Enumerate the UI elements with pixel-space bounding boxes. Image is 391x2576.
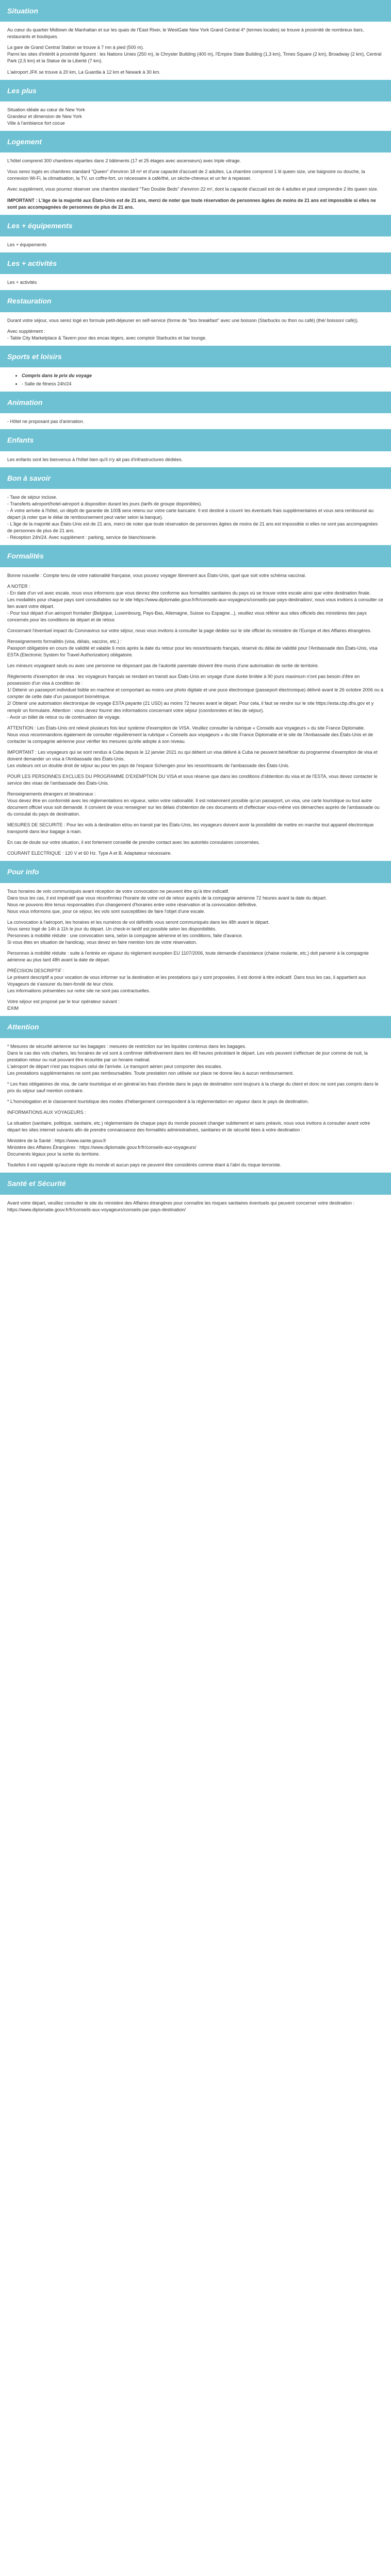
section-heading: Les + équipements (0, 215, 391, 236)
page (0, 0, 391, 1223)
section-heading: Les plus (0, 80, 391, 101)
paragraph: La situation (sanitaire, politique, sanitaire, etc.) réglementaire de chaque pays du monde pouvant changer subitement et sans préavis, nous vous invitons à consulter avant votre départ les sites internet suivants afin de prendre connaissance des formalités administratives, sanitaires et de sécurité liées à votre destination : (7, 1121, 371, 1133)
paragraph: - Hôtel ne proposant pas d'animation. (7, 419, 85, 425)
section-heading: Sports et loisirs (0, 346, 391, 367)
paragraph: Tous horaires de vols communiqués avant réception de votre convocation ne peuvent être qu'à titre indicatif. Dans tous les cas, il est impératif que vous réconfirmiez l'horaire de votre vol de retour auprès de la compagnie aérienne 72 heures avant la date du départ. Nous ne pouvons être tenus responsables d'un changement d'horaires entre votre réservation et la convocation définitive. Nous vous informons que, pour ce séjour, les vols sont susceptibles de faire l'objet d'une escale. (7, 888, 327, 914)
section-body (0, 27, 391, 75)
section-heading: Restauration (0, 290, 391, 312)
section-body (0, 1200, 391, 1213)
section-body (0, 456, 391, 463)
section-les-quipements (0, 215, 391, 248)
footer-note: COURANT ELECTRIQUE : 120 V et 60 Hz. Type A et B. Adaptateur nécessaire. (7, 851, 172, 856)
list (7, 372, 384, 387)
paragraph: Règlements d'exemption de visa : les voyageurs français se rendant en transit aux États-Unis en voyage d'une durée limitée à 90 jours maximum n'ont pas besoin d'être en possession d'un visa à condition de : 1/ Détenir un passeport individuel lisible en machine et comportant au moins une photo digitale et une puce électronique (passeport électronique) délivré avant le 26 octobre 2006 ou à compter de cette date d'un passeport biométrique. 2/ Obtenir une autorisation électronique de voyage ESTA payante (21 USD) au moins 72 heures avant le départ. Pour cela, il faut se rendre sur le site https://esta.cbp.dhs.gov et y remplir un formulaire. Attention : vous devez fournir des informations concernant votre séjour (coordonnées et lieu de séjour). - Avoir un billet de retour ou de continuation de voyage. (7, 674, 383, 720)
paragraph: Renseignements formalités (visa, délais, vaccins, etc.) : Passport obligatoire en cours de validité et valable 6 mois après la date du retour pour les ressortissants français, réservé du délai de validité pour l'Ambassade des États-Unis, visa ESTA (Electronic System for Travel Authorization) obligatoire. (7, 639, 378, 658)
section-sant-et-s-curit- (0, 1173, 391, 1213)
section-logement (0, 131, 391, 211)
paragraph: Avec supplément, vous pourrez réserver une chambre standard "Two Double Beds" d'environ 22 m², dont la capacité d'accueil est de 4 adultes et peut comprendre 2 lits queen size. (7, 187, 379, 192)
section-body (0, 107, 391, 127)
section-heading: Animation (0, 392, 391, 413)
section-body (0, 418, 391, 425)
paragraph: Bonne nouvelle : Compte tenu de votre nationalité française, vous pouvez voyager librement aux États-Unis, quel que soit votre schéma vaccinal. (7, 572, 306, 578)
section-attention (0, 1016, 391, 1168)
list-item: • Compris dans le prix du voyage (22, 372, 384, 379)
paragraph: Durant votre séjour, vous serez logé en formule petit-déjeuner en self-service (forme de "box breakfast" avec une boisson (Starbucks ou thon ou café) (thé/ boisson/ café)). (7, 317, 359, 323)
paragraph: Avec supplément : - Table City Marketplace & Tavern pour des encas légers, avec comptoir Starbucks et bar lounge. (7, 328, 207, 341)
section-enfants (0, 429, 391, 463)
paragraph: - Taxe de séjour incluse. - Transferts aéroport/hotel-aéroport à disposition durant les jours (tarifs de groupe disponibles). - À votre arrivée à l'hôtel, un dépôt de garantie de 100$ sera retenu sur votre carte bancaire. Il est destiné à couvrir les éventuels frais supplémentaires et vous sera remboursé au départ (à noter que le délai de remboursement peut varier selon la banque). - L'âge de la majorité aux États-Unis est de 21 ans, merci de noter que toute réservation de personnes âgées de moins de 21 ans est impossible si elles ne sont pas accompagnées de personnes de plus de 21 ans. - Réception 24h/24. Avec supplément : parking, service de blanchisserie. (7, 495, 378, 540)
section-formalit-s (0, 545, 391, 857)
section-body (0, 494, 391, 541)
paragraph: * L'homologation et le classement touristique des modes d'hébergement correspondent à la réglementation en vigueur dans le pays de destination. (7, 1099, 309, 1105)
section-heading: Bon à savoir (0, 467, 391, 489)
paragraph: PRÉCISION DESCRIPTIF : Le présent descriptif a pour vocation de vous informer sur la destination et les prestations qui y sont proposées. Il est donné à titre indicatif. Dans tous les cas, il appartient aux Voyageurs de s'assurer du bien-fondé de leur choix. Les informations présentées sur notre site ne sont pas contractuelles. (7, 968, 366, 994)
section-heading: Attention (0, 1016, 391, 1038)
section-body (0, 372, 391, 387)
paragraph: * Les frais obligatoires de visa, de carte touristique et en général les frais d'entrée dans le pays de destination sont toujours à la charge du client et donc ne sont pas compris dans le prix du séjour sauf mention contraire. (7, 1081, 380, 1093)
section-sports-et-loisirs (0, 346, 391, 387)
paragraph: Toutefois il est rappelé qu'aucune règle du monde et aucun pays ne peuvent être considérés comme étant à l'abri du risque terroriste. (7, 1162, 282, 1168)
section-heading: Pour info (0, 861, 391, 883)
section-body (0, 888, 391, 1012)
section-bon-savoir (0, 467, 391, 541)
section-animation (0, 392, 391, 425)
section-heading: Formalités (0, 545, 391, 567)
section-body (0, 279, 391, 286)
paragraph: L'hôtel comprend 300 chambres réparties dans 2 bâtiments (17 et 25 étages avec ascenseurs) avec triple vitrage. (7, 158, 241, 164)
paragraph: La convocation à l'aéroport, les horaires et les numéros de vol définitifs vous seront communiqués dans les 48h avant le départ. Vous serez logé de 14h à 11h le jour du départ. Un check-in tardif est possible selon les disponibilités. Personnes à mobilité réduite : une convocation sera, selon la compagnie aérienne et les conditions, faite d'avance. Si vous êtes en situation de handicap, vous devez en faire mention lors de votre réservation. (7, 919, 270, 945)
paragraph: Renseignements étrangers et binationaux : Vous devez être en conformité avec les réglementations en vigueur, selon votre nationalité. Il est notamment possible qu'un passeport, un visa, une carte touristique ou tout autre document officiel vous soit demandé. Il convient de vous renseigner sur les délais d'obtention de ces documents et d'effectuer vous-même vos démarches auprès de l'ambassade ou du consulat du pays de destination. (7, 791, 380, 817)
paragraph: A NOTER : - En date d'un vol avec escale, nous vous informons que vous devrez être conforme aux formalités sanitaires du pays où se trouve votre escale ainsi que votre destination finale. Les modalités pour chaque pays sont consultables sur le site https://www.diplomatie.gouv.fr/fr/conseils-aux-voyageurs/conseils-par-pays-destination/, nous vous invitons à consulter ce lien avant votre départ. - Pour tout départ d'un aéroport frontalier (Belgique, Luxembourg, Pays-Bas, Allemagne, Suisse ou Espagne...), veuillez vous référer aux sites officiels des ministères des pays concernés pour les conditions de départ et de retour. (7, 583, 383, 622)
paragraph: Votre séjour est proposé par le tour opérateur suivant : EXIM (7, 999, 120, 1011)
section-heading: Santé et Sécurité (0, 1173, 391, 1194)
section-les-activit-s (0, 252, 391, 286)
paragraph: La gare de Grand Central Station se trouve à 7 mn à pied (500 m). Parmi les sites d'intérêt à proximité figurent : les Nations Unies (250 m), le Chrysler Building (400 m), l'Empire State Building (1,3 km), Times Square (2 km), Broadway (2 km), Central Park (2,5 km) et la Statue de la Liberté (7 km). (7, 45, 382, 64)
section-heading: Logement (0, 131, 391, 152)
section-body (0, 572, 391, 857)
paragraph: INFORMATIONS AUX VOYAGEURS : (7, 1110, 86, 1115)
important-note: IMPORTANT : L'âge de la majorité aux États-Unis est de 21 ans, merci de noter que toute réservation de personnes âgées de moins de 21 ans est impossible si elles ne sont pas accompagnées de personnes de plus de 21 ans. (7, 197, 378, 210)
paragraph: Ministère de la Santé : https://www.sante.gouv.fr Ministère des Affaires Étrangères : https://www.diplomatie.gouv.fr/fr/conseils-aux-voyageurs/ Documents légaux pour la sortie du territoire. (7, 1138, 197, 1157)
paragraph: Au cœur du quartier Midtown de Manhattan et sur les quais de l'East River, le WestGate New York Grand Central 4* (termes locales) se trouve à proximité de nombreux bars, restaurants et boutiques. (7, 27, 365, 40)
paragraph: Les + équipements (7, 242, 47, 247)
paragraph: Les enfants sont les bienvenus à l'hôtel bien qu'il n'y ait pas d'infrastructures dédiées. (7, 456, 183, 462)
paragraph: * Mesures de sécurité aérienne sur les bagages : mesures de restriction sur les liquides contenus dans les bagages. Dans le cas des vols charters, les horaires de vol sont à confirmer définitivement dans les 48 heures précédant le départ. Les vols peuvent s'effectuer de jour comme de nuit, la prestation retour ou nuit pouvant être écourtée par un horaire matinal. L'aéroport de départ n'est pas toujours celui de l'arrivée. Le transport aérien peut comporter des escales. Les prestations supplémentaires ne sont pas remboursables. Toute prestation non utilisée sur place ne donne lieu à aucun remboursement. (7, 1043, 368, 1076)
section-heading: Situation (0, 0, 391, 22)
paragraph: IMPORTANT : Les voyageurs qui se sont rendus à Cuba depuis le 12 janvier 2021 ou qui détient un visa délivré à Cuba ne peuvent bénéficier du programme d'exemption de visa et doivent demander un visa à l'Ambassade des États-Unis. Les visiteurs ont un double droit de séjour au pour les pays de l'espace Schengen pour les ressortissants de l'ambassade des États-Unis. (7, 749, 378, 768)
paragraph: Vous serez logés en chambres standard "Queen" d'environ 18 m² et d'une capacité d'accueil de 2 adultes. La chambre comprend 1 lit queen size, une baignoire ou douche, la connexion Wi-Fi, la climatisation, la TV, un coffre-fort, un nécessaire à café/thé, un sèche-cheveux et un fer à repasser. (7, 169, 366, 181)
section-body (0, 317, 391, 342)
paragraph: POUR LES PERSONNES EXCLUES DU PROGRAMME D'EXEMPTION DU VISA et sous réserve que dans les conditions d'obtention du visa et de l'ESTA, vous devez contacter le service des visas de l'ambassade des États-Unis. (7, 773, 379, 786)
section-body (0, 242, 391, 248)
paragraph: MESURES DE SECURITE : Pour les vols à destination et/ou en transit par les États-Unis, les voyageurs doivent avoir la possibilité de mettre en marche tout appareil électronique transporté dans leur bagage à main. (7, 822, 375, 835)
paragraph: Les + activités (7, 280, 37, 285)
paragraph: Situation idéale au cœur de New York Grandeur et dimension de New York Ville à l'ambiance fort cocue (7, 107, 85, 126)
section-body (0, 1043, 391, 1169)
list-item: • - Salle de fitness 24h/24 (22, 381, 384, 387)
paragraph: Avant votre départ, veuillez consulter le site du ministère des Affaires étrangères pour connaître les risques sanitaires éventuels qui peuvent concerner votre destination : https://www.diplomatie.gouv.fr/fr/conseils-aux-voyageurs/conseils-par-pays-destination/ (7, 1200, 356, 1212)
section-heading: Les + activités (0, 252, 391, 274)
paragraph: Concernant l'éventuel impact du Coronavirus sur votre séjour, nous vous invitons à consulter la page dédiée sur le site officiel du ministère de l'Europe et des Affaires étrangères. (7, 628, 371, 634)
section-body (0, 158, 391, 210)
paragraph: ATTENTION : Les États-Unis ont relevé plusieurs fois leur système d'exemption de VISA. Veuillez consulter la rubrique « Conseils aux voyageurs » du site France Diplomatie. Nous vous recommandons également de consulter régulièrement la rubrique « Conseils aux voyageurs » du site France Diplomatie et le site de l'Ambassade des États-Unis et de contacter la compagnie aérienne pour vérifier les mesures qu'elle adopte à son niveau. (7, 725, 373, 744)
paragraph: Personnes à mobilité réduite : suite à l'entrée en vigueur du règlement européen EU 1107/2006, toute demande d'assistance (chaise roulante, etc.) doit parvenir à la compagnie aérienne au plus tard 48h avant la date de départ. (7, 951, 370, 963)
section-restauration (0, 290, 391, 341)
section-situation (0, 0, 391, 76)
section-pour-info (0, 861, 391, 1012)
paragraph: Les mineurs voyageant seuls ou avec une personne ne disposant pas de l'autorité parentale doivent être munis d'une autorisation de sortie de territoire. (7, 663, 319, 669)
section-heading: Enfants (0, 429, 391, 451)
paragraph: L'aéroport JFK se trouve à 20 km, La Guardia à 12 km et Newark à 30 km. (7, 69, 160, 75)
paragraph: En cas de doute sur votre situation, il est fortement conseillé de prendre contact avec les autorités consulaires concernées. (7, 840, 260, 845)
section-les-plus (0, 80, 391, 127)
